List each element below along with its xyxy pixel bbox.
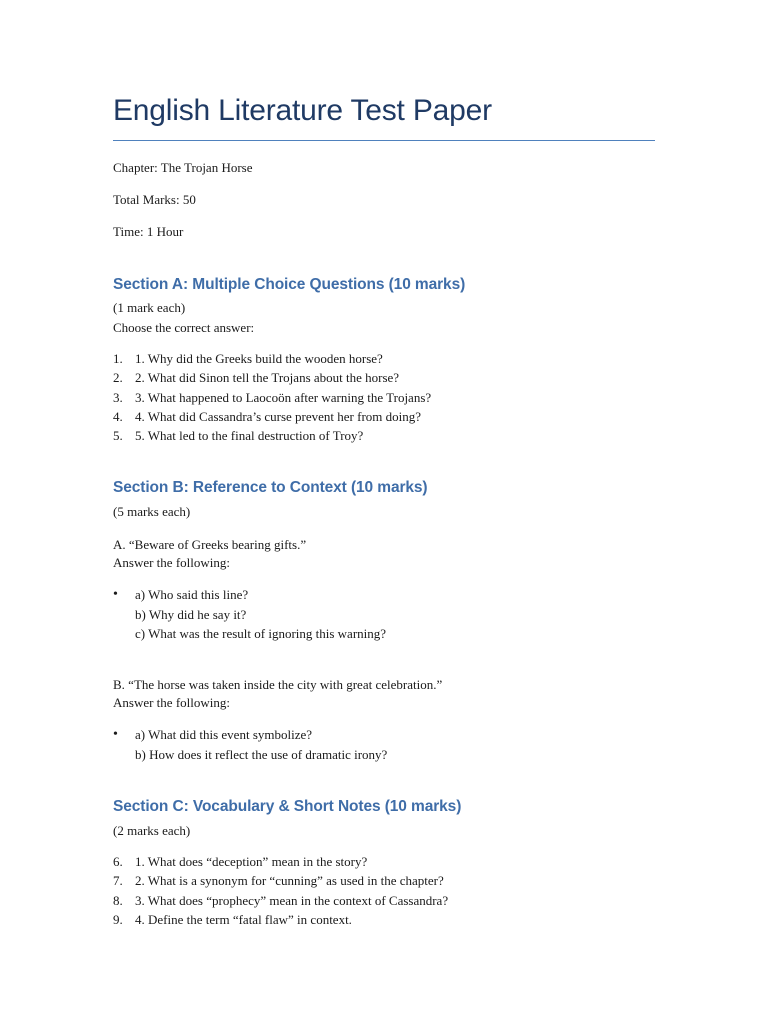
bullet-lines: [135, 585, 386, 644]
sub-question: b) Why did he say it?: [135, 606, 247, 622]
list-item: [113, 910, 448, 929]
list-number: 1.: [113, 351, 123, 366]
section-b-quote-a: A. “Beware of Greeks bearing gifts.”: [113, 537, 307, 552]
list-item: [113, 407, 431, 426]
list-item: [113, 368, 431, 387]
section-a-heading: Section A: Multiple Choice Questions (10 marks): [113, 276, 466, 293]
section-a-question-list: [113, 349, 431, 445]
sub-question: a) What did this event symbolize?: [135, 727, 313, 742]
list-number: 7.: [113, 873, 123, 889]
title-underline: [113, 140, 655, 141]
total-marks-line: Total Marks: 50: [113, 192, 196, 207]
bullet-marker: •: [113, 727, 118, 742]
list-number: 2.: [113, 370, 123, 386]
section-b-bullet-a: [113, 585, 386, 644]
section-c-note: (2 marks each): [113, 823, 191, 838]
section-b-quote-b: B. “The horse was taken inside the city with great celebration.”: [113, 677, 443, 692]
question-text: 4. What did Cassandra’s curse prevent her from doing?: [135, 408, 422, 424]
bullet-marker: •: [113, 587, 118, 602]
list-item: [113, 852, 448, 871]
list-item: [113, 871, 448, 890]
question-text: 2. What did Sinon tell the Trojans about the horse?: [135, 370, 400, 386]
list-number: 5.: [113, 428, 123, 444]
section-c-heading: Section C: Vocabulary & Short Notes (10 marks): [113, 798, 462, 815]
sub-question: a) Who said this line?: [135, 587, 249, 602]
section-b-instruction-a: Answer the following:: [113, 555, 230, 570]
section-c-question-list: [113, 852, 448, 929]
question-text: 2. What is a synonym for “cunning” as used in the chapter?: [135, 873, 444, 889]
document-title: English Literature Test Paper: [113, 94, 492, 127]
question-text: 1. Why did the Greeks build the wooden horse?: [135, 351, 383, 366]
section-b-heading: Section B: Reference to Context (10 marks): [113, 479, 428, 496]
chapter-line: Chapter: The Trojan Horse: [113, 160, 253, 175]
question-text: 3. What does “prophecy” mean in the context of Cassandra?: [135, 892, 449, 908]
question-text: 4. Define the term “fatal flaw” in context.: [135, 911, 352, 927]
bullet-lines: [135, 725, 387, 764]
section-b-bullet-b: [113, 725, 387, 764]
list-number: 8.: [113, 892, 123, 908]
list-item: [113, 426, 431, 445]
time-line: Time: 1 Hour: [113, 224, 184, 239]
list-item: [113, 891, 448, 910]
section-a-instruction: Choose the correct answer:: [113, 320, 255, 335]
list-number: 3.: [113, 389, 123, 405]
question-text: 3. What happened to Laocoön after warning the Trojans?: [135, 389, 432, 405]
sub-question: c) What was the result of ignoring this warning?: [135, 626, 387, 641]
section-b-instruction-b: Answer the following:: [113, 695, 230, 710]
section-a-note: (1 mark each): [113, 300, 186, 315]
list-number: 6.: [113, 854, 123, 869]
list-item: [113, 388, 431, 407]
question-text: 5. What led to the final destruction of Troy?: [135, 428, 364, 444]
question-text: 1. What does “deception” mean in the story?: [135, 854, 368, 869]
list-number: 4.: [113, 408, 123, 424]
list-number: 9.: [113, 911, 123, 927]
list-item: [113, 349, 431, 368]
section-b-note: (5 marks each): [113, 504, 191, 519]
sub-question: b) How does it reflect the use of dramatic irony?: [135, 746, 388, 762]
